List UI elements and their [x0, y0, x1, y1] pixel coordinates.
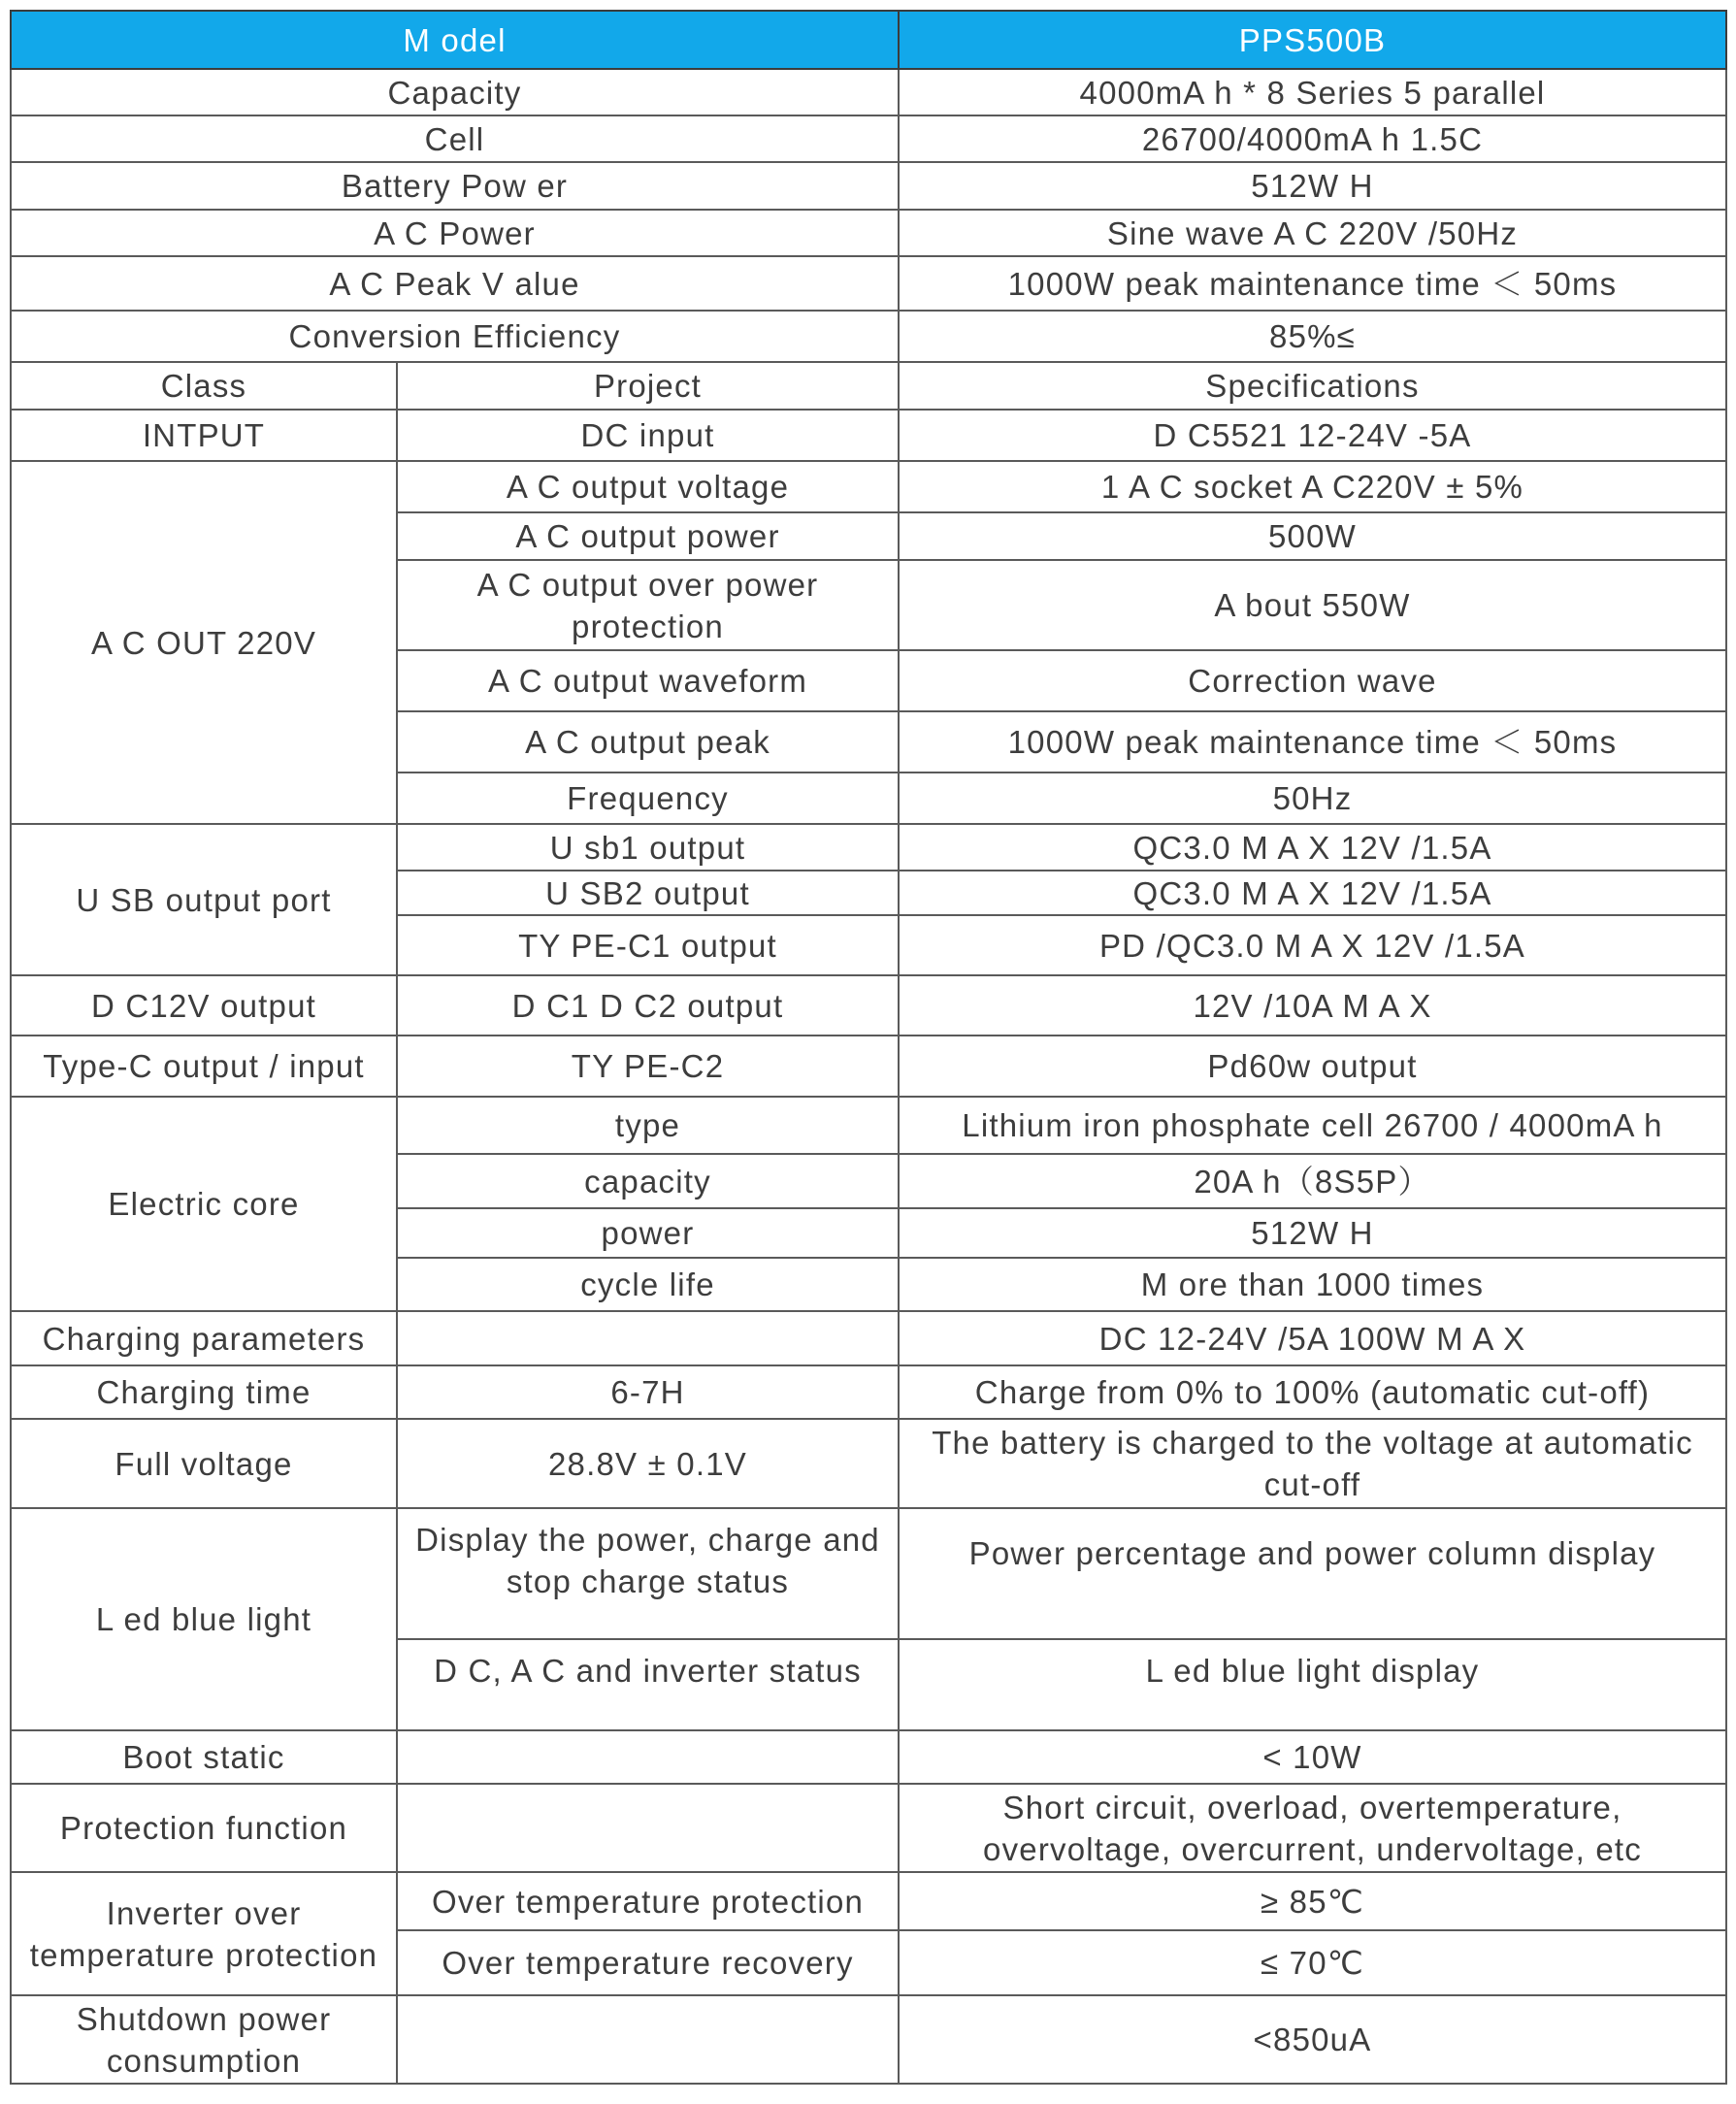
summary-value: 4000mA h * 8 Series 5 parallel — [899, 69, 1726, 115]
spec-cell: QC3.0 M A X 12V /1.5A — [899, 871, 1726, 915]
spec-cell: <850uA — [899, 1995, 1726, 2084]
project-cell: 6-7H — [397, 1365, 899, 1419]
summary-row — [11, 162, 1726, 210]
project-column-header: Project — [397, 362, 899, 410]
spec-cell: 512W H — [899, 1208, 1726, 1258]
table-row — [11, 1872, 1726, 1930]
project-cell: DC input — [397, 410, 899, 461]
spec-cell: The battery is charged to the voltage at automatic cut-off — [899, 1419, 1726, 1508]
class-cell: Charging time — [11, 1365, 397, 1419]
project-cell: type — [397, 1097, 899, 1154]
project-cell: TY PE-C2 — [397, 1036, 899, 1097]
spec-cell: 20A h（8S5P） — [899, 1154, 1726, 1208]
class-cell: L ed blue light — [11, 1508, 397, 1730]
table-row — [11, 1311, 1726, 1365]
project-cell: Over temperature recovery — [397, 1930, 899, 1995]
header-model-label: M odel — [11, 11, 899, 69]
spec-cell: Lithium iron phosphate cell 26700 / 4000mA h — [899, 1097, 1726, 1154]
project-cell: 28.8V ± 0.1V — [397, 1419, 899, 1508]
project-cell: power — [397, 1208, 899, 1258]
spec-cell: Pd60w output — [899, 1036, 1726, 1097]
class-cell: A C OUT 220V — [11, 461, 397, 824]
project-cell: cycle life — [397, 1258, 899, 1311]
summary-row — [11, 256, 1726, 311]
project-cell: A C output waveform — [397, 650, 899, 711]
spec-cell: QC3.0 M A X 12V /1.5A — [899, 824, 1726, 871]
spec-cell: PD /QC3.0 M A X 12V /1.5A — [899, 915, 1726, 975]
spec-cell: 1 A C socket A C220V ± 5% — [899, 461, 1726, 512]
class-cell: Boot static — [11, 1730, 397, 1784]
class-cell: INTPUT — [11, 410, 397, 461]
detail-header-row — [11, 362, 1726, 410]
header-row — [11, 11, 1726, 69]
table-row — [11, 1419, 1726, 1508]
class-cell: D C12V output — [11, 975, 397, 1036]
summary-label: Capacity — [11, 69, 899, 115]
spec-cell: Short circuit, overload, overtemperature, overvoltage, overcurrent, undervoltage, etc — [899, 1784, 1726, 1872]
project-cell: D C1 D C2 output — [397, 975, 899, 1036]
summary-value: 512W H — [899, 162, 1726, 210]
project-cell: Display the power, charge and stop charge status — [397, 1508, 899, 1639]
spec-cell: ≤ 70℃ — [899, 1930, 1726, 1995]
table-row — [11, 824, 1726, 871]
spec-cell: A bout 550W — [899, 560, 1726, 650]
class-cell: Inverter over temperature protection — [11, 1872, 397, 1995]
class-cell: Full voltage — [11, 1419, 397, 1508]
project-cell: Frequency — [397, 773, 899, 824]
summary-label: A C Peak V alue — [11, 256, 899, 311]
project-cell — [397, 1730, 899, 1784]
summary-row — [11, 115, 1726, 162]
spec-table — [10, 10, 1727, 2085]
table-row — [11, 1995, 1726, 2084]
class-cell: Type-C output / input — [11, 1036, 397, 1097]
spec-cell: Correction wave — [899, 650, 1726, 711]
project-cell: Over temperature protection — [397, 1872, 899, 1930]
table-row — [11, 1036, 1726, 1097]
summary-row — [11, 311, 1726, 362]
project-cell — [397, 1784, 899, 1872]
spec-cell: < 10W — [899, 1730, 1726, 1784]
table-row — [11, 975, 1726, 1036]
project-cell: capacity — [397, 1154, 899, 1208]
project-cell: A C output over power protection — [397, 560, 899, 650]
class-cell: Protection function — [11, 1784, 397, 1872]
spec-cell: D C5521 12-24V -5A — [899, 410, 1726, 461]
summary-label: Cell — [11, 115, 899, 162]
project-cell: A C output peak — [397, 711, 899, 773]
summary-value: 26700/4000mA h 1.5C — [899, 115, 1726, 162]
project-cell: U sb1 output — [397, 824, 899, 871]
summary-value: Sine wave A C 220V /50Hz — [899, 210, 1726, 256]
table-row — [11, 1097, 1726, 1154]
summary-row — [11, 69, 1726, 115]
spec-cell: 500W — [899, 512, 1726, 560]
spec-cell: M ore than 1000 times — [899, 1258, 1726, 1311]
class-cell: Electric core — [11, 1097, 397, 1311]
class-cell: Charging parameters — [11, 1311, 397, 1365]
project-cell: TY PE-C1 output — [397, 915, 899, 975]
spec-cell: ≥ 85℃ — [899, 1872, 1726, 1930]
summary-label: Conversion Efficiency — [11, 311, 899, 362]
spec-cell: Charge from 0% to 100% (automatic cut-off) — [899, 1365, 1726, 1419]
table-row — [11, 1730, 1726, 1784]
summary-row — [11, 210, 1726, 256]
project-cell: D C, A C and inverter status — [397, 1639, 899, 1730]
table-row — [11, 1784, 1726, 1872]
class-cell: U SB output port — [11, 824, 397, 975]
class-column-header: Class — [11, 362, 397, 410]
summary-value: 85%≤ — [899, 311, 1726, 362]
class-cell: Shutdown power consumption — [11, 1995, 397, 2084]
summary-value: 1000W peak maintenance time ＜ 50ms — [899, 256, 1726, 311]
project-cell: U SB2 output — [397, 871, 899, 915]
project-cell — [397, 1995, 899, 2084]
spec-cell: Power percentage and power column display — [899, 1508, 1726, 1639]
project-cell: A C output voltage — [397, 461, 899, 512]
spec-cell: 50Hz — [899, 773, 1726, 824]
spec-column-header: Specifications — [899, 362, 1726, 410]
header-model-value: PPS500B — [899, 11, 1726, 69]
table-row — [11, 461, 1726, 512]
spec-cell: DC 12-24V /5A 100W M A X — [899, 1311, 1726, 1365]
spec-cell: 12V /10A M A X — [899, 975, 1726, 1036]
spec-cell: L ed blue light display — [899, 1639, 1726, 1730]
project-cell — [397, 1311, 899, 1365]
table-row — [11, 1508, 1726, 1639]
project-cell: A C output power — [397, 512, 899, 560]
table-row — [11, 1365, 1726, 1419]
spec-cell: 1000W peak maintenance time ＜ 50ms — [899, 711, 1726, 773]
table-row — [11, 410, 1726, 461]
summary-label: A C Power — [11, 210, 899, 256]
summary-label: Battery Pow er — [11, 162, 899, 210]
